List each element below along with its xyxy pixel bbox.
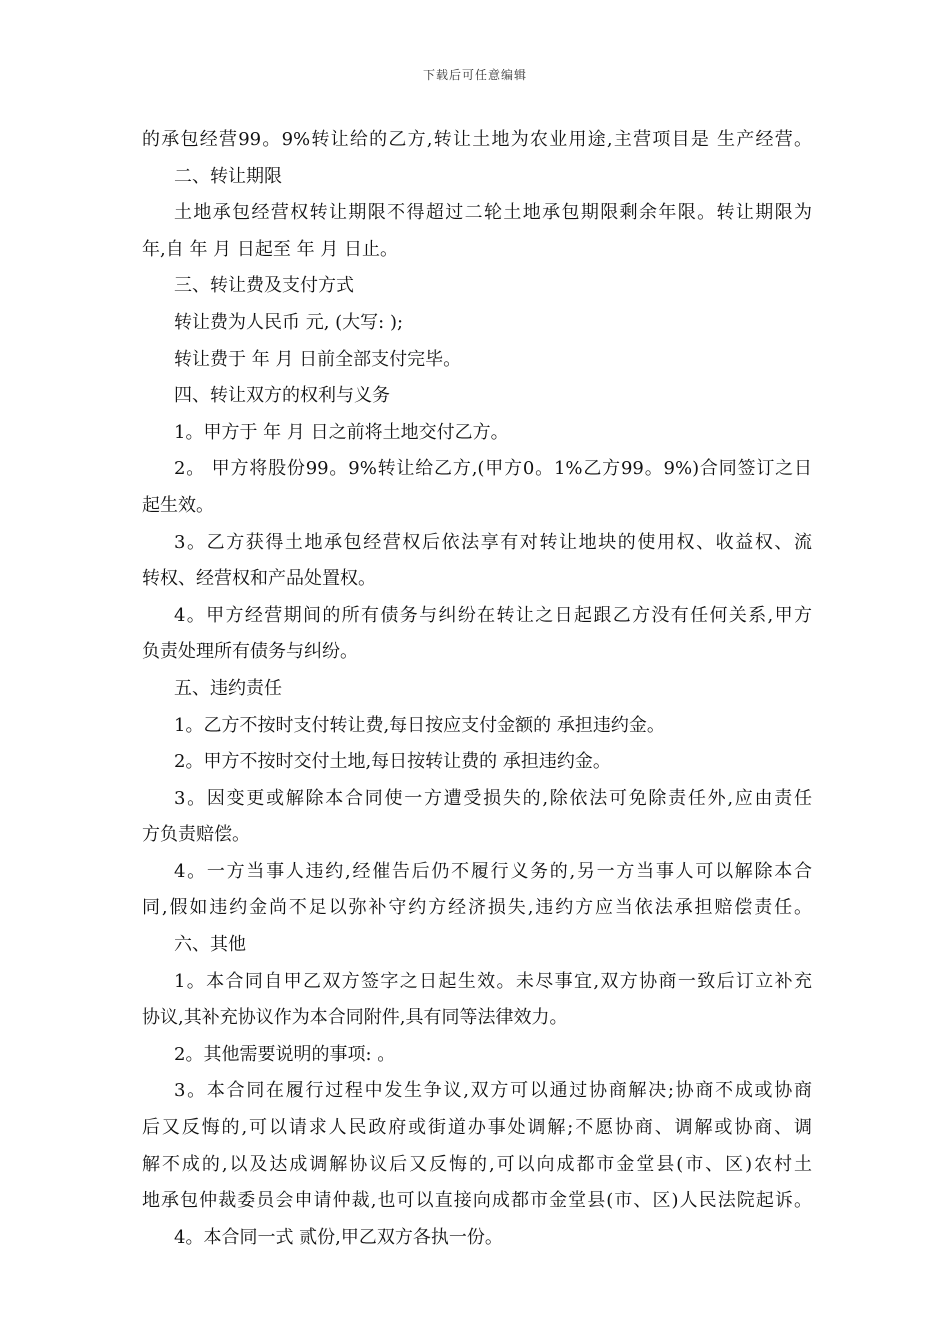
section-heading: 二、转让期限 <box>174 165 282 187</box>
paragraph-line: 解不成的,以及达成调解协议后又反悔的,可以向成都市金堂县(市、区)农村土 <box>142 1153 812 1175</box>
paragraph-line: 转让费于 年 月 日前全部支付完毕。 <box>174 348 462 370</box>
clause-line: 3。因变更或解除本合同使一方遭受损失的,除依法可免除责任外,应由责任 <box>174 787 812 809</box>
clause-line: 3。乙方获得土地承包经营权后依法享有对转让地块的使用权、收益权、流 <box>174 531 812 553</box>
clause-line: 3。本合同在履行过程中发生争议,双方可以通过协商解决;协商不成或协商 <box>174 1080 812 1102</box>
clause-line: 2。 甲方将股份99。9%转让给乙方,(甲方0。1%乙方99。9%)合同签订之日 <box>174 458 812 480</box>
clause-line: 4。本合同一式 贰份,甲乙双方各执一份。 <box>174 1226 503 1248</box>
paragraph-line: 土地承包经营权转让期限不得超过二轮土地承包期限剩余年限。转让期限为 <box>174 202 812 224</box>
paragraph-line: 同,假如违约金尚不足以弥补守约方经济损失,违约方应当依法承担赔偿责任。 <box>142 897 812 919</box>
paragraph-line: 后又反悔的,可以请求人民政府或街道办事处调解;不愿协商、调解或协商、调 <box>142 1117 812 1139</box>
paragraph-line: 方负责赔偿。 <box>142 824 250 846</box>
clause-line: 2。甲方不按时交付土地,每日按转让费的 承担违约金。 <box>174 751 611 773</box>
document-body <box>142 122 812 1256</box>
clause-line: 2。其他需要说明的事项: 。 <box>174 1043 396 1065</box>
paragraph-line: 转让费为人民币 元, (大写: ); <box>174 311 404 333</box>
clause-line: 4。甲方经营期间的所有债务与纠纷在转让之日起跟乙方没有任何关系,甲方 <box>174 604 812 626</box>
section-heading: 五、违约责任 <box>174 677 282 699</box>
paragraph-line: 协议,其补充协议作为本合同附件,具有同等法律效力。 <box>142 1007 568 1029</box>
paragraph-line: 转权、经营权和产品处置权。 <box>142 568 376 590</box>
section-heading: 三、转让费及支付方式 <box>174 275 354 297</box>
paragraph-line: 负责处理所有债务与纠纷。 <box>142 641 358 663</box>
paragraph-line: 年,自 年 月 日起至 年 月 日止。 <box>142 238 399 260</box>
section-heading: 四、转让双方的权利与义务 <box>174 385 390 407</box>
paragraph-line: 地承包仲裁委员会申请仲裁,也可以直接向成都市金堂县(市、区)人民法院起诉。 <box>142 1190 812 1212</box>
clause-line: 1。甲方于 年 月 日之前将土地交付乙方。 <box>174 421 509 443</box>
paragraph-line: 的承包经营99。9%转让给的乙方,转让土地为农业用途,主营项目是 生产经营。 <box>142 129 812 150</box>
clause-line: 1。本合同自甲乙双方签字之日起生效。未尽事宜,双方协商一致后订立补充 <box>174 970 812 992</box>
section-heading: 六、其他 <box>174 934 246 956</box>
page-header-note: 下载后可任意编辑 <box>422 68 527 82</box>
clause-line: 1。乙方不按时支付转让费,每日按应支付金额的 承担违约金。 <box>174 714 665 736</box>
paragraph-line: 起生效。 <box>142 494 214 516</box>
clause-line: 4。一方当事人违约,经催告后仍不履行义务的,另一方当事人可以解除本合 <box>174 860 812 882</box>
